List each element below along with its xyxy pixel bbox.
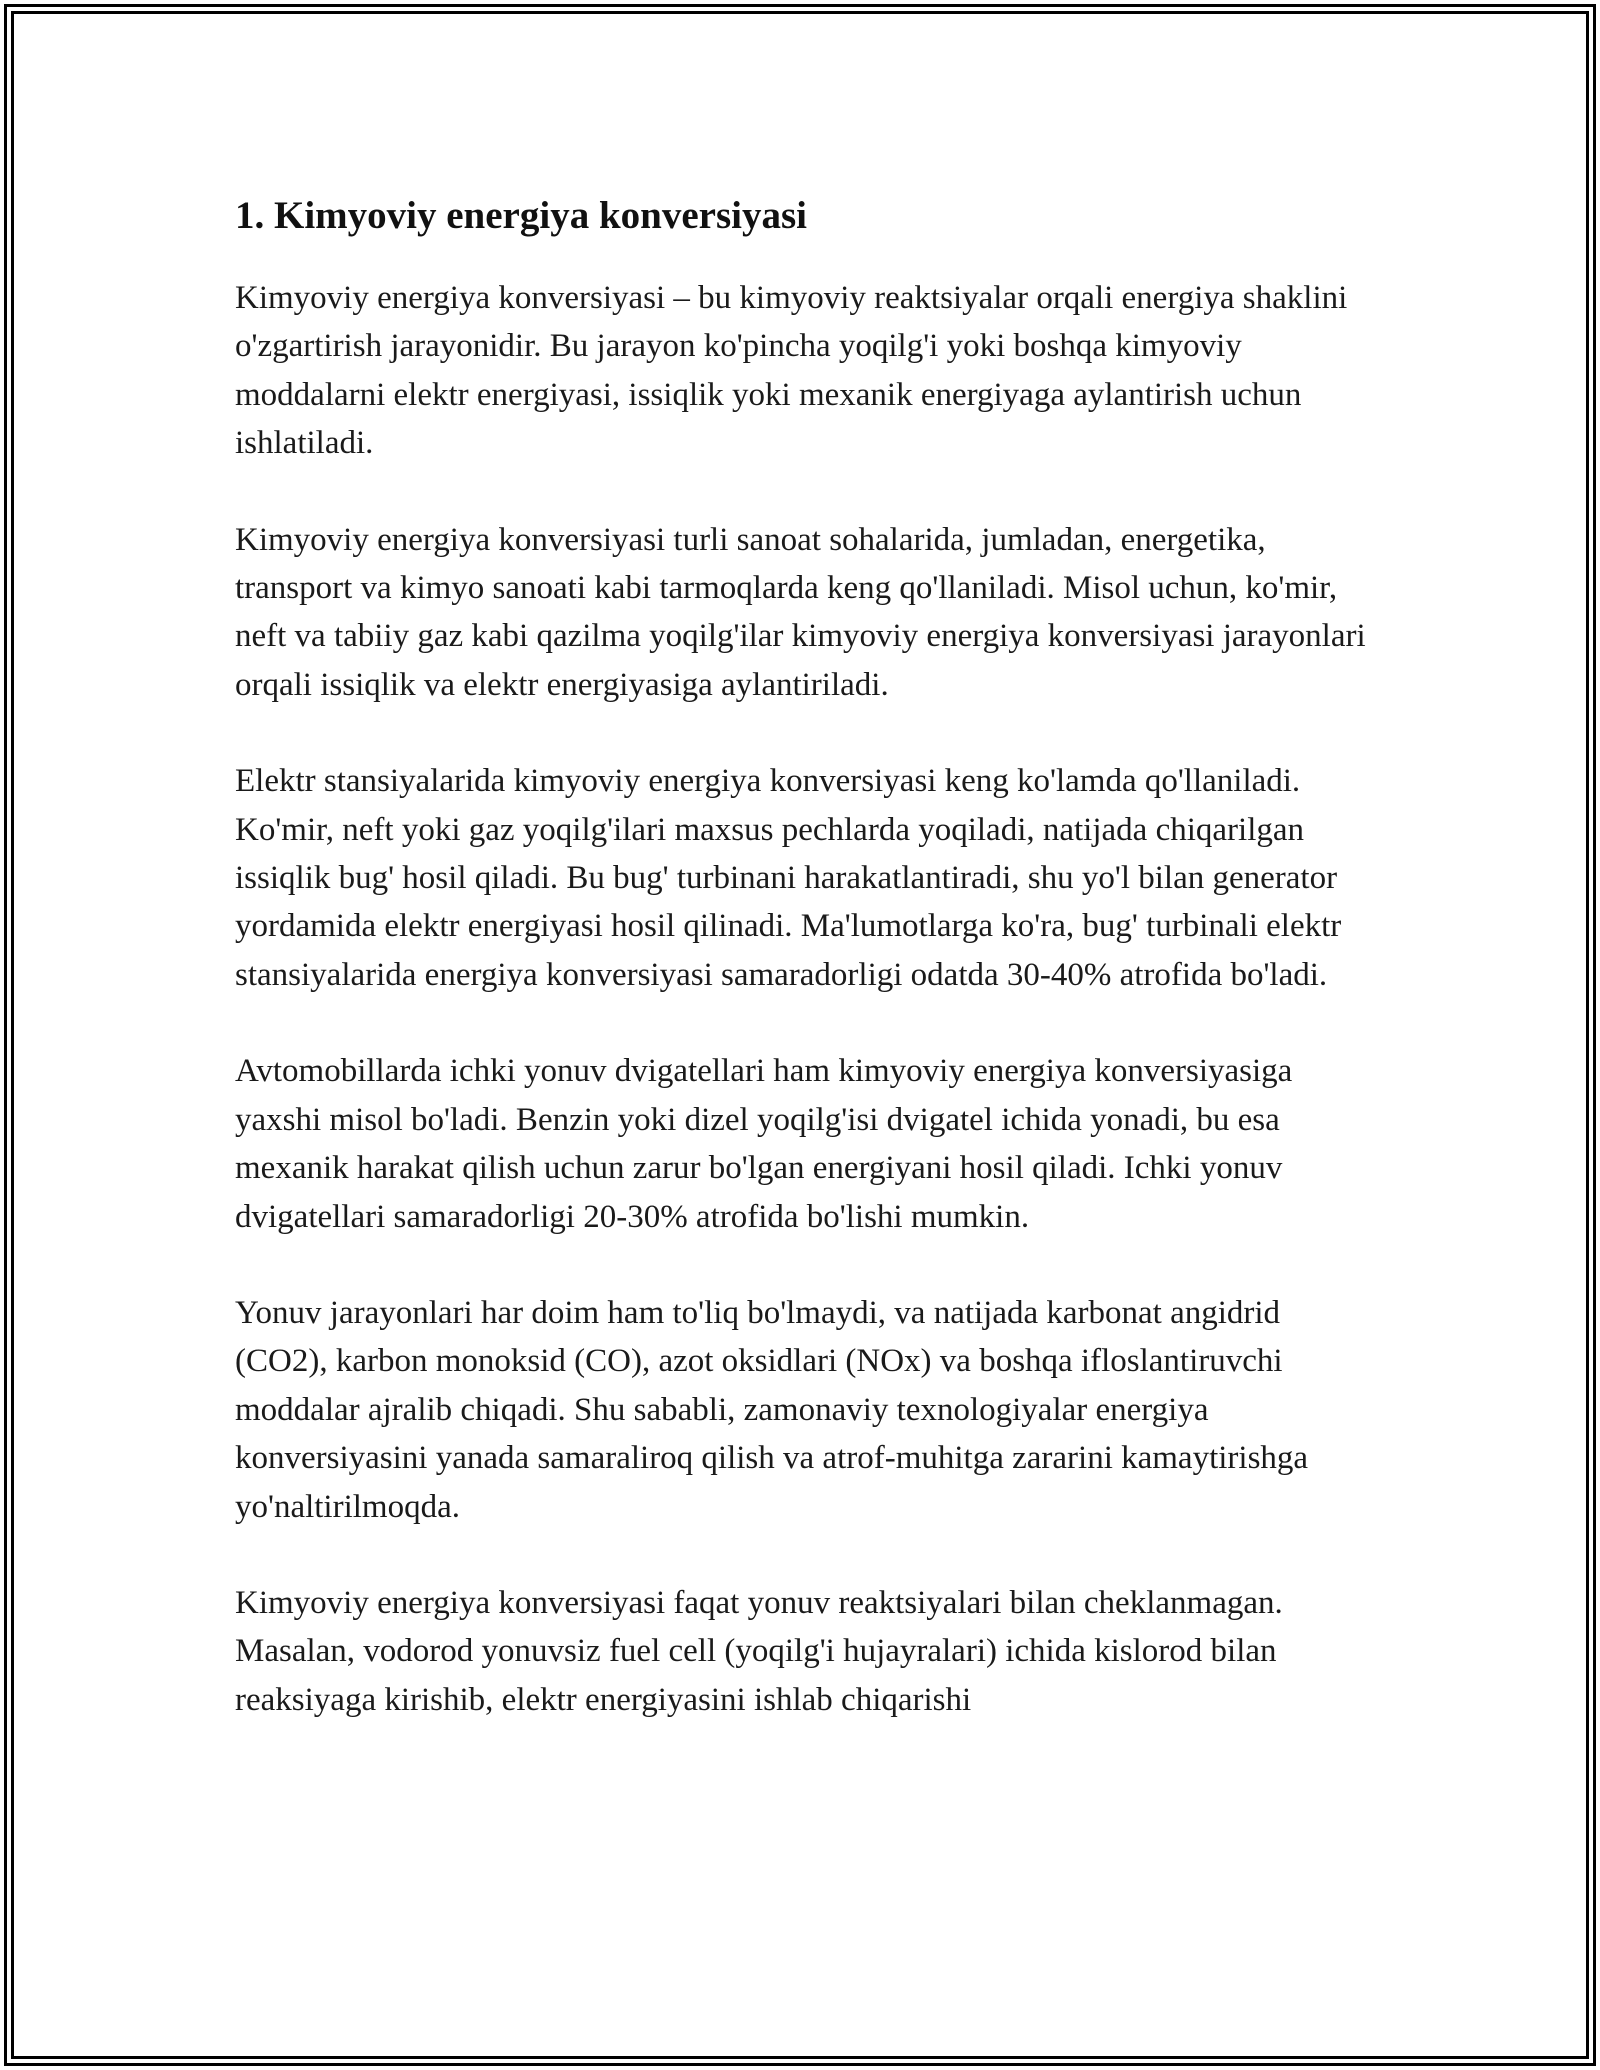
section-heading: 1. Kimyoviy energiya konversiyasi <box>235 194 807 237</box>
document-body <box>235 180 1375 1772</box>
paragraph-3: Elektr stansiyalarida kimyoviy energiya konversiyasi keng ko'lamda qo'llaniladi. Ko'mir, neft yoki gaz yoqilg'ilari maxsus pechlarda yoqiladi, natijada chiqarilgan issiqlik bug' hosil qiladi. Bu bug' turbinani harakatlantiradi, shu yo'l bilan generator yordamida elektr energiyasi hosil qilinadi. Ma'lumotlarga ko'ra, bug' turbinali elektr stansiyalarida energiya konversiyasi samaradorligi odatda 30-40% atrofida bo'ladi. <box>235 763 1342 993</box>
paragraph-5: Yonuv jarayonlari har doim ham to'liq bo'lmaydi, va natijada karbonat angidrid (CO2), karbon monoksid (CO), azot oksidlari (NOx) va boshqa ifloslantiruvchi moddalar ajralib chiqadi. Shu sababli, zamonaviy texnologiyalar energiya konversiyasini yanada samaraliroq qilish va atrof-muhitga zararini kamaytirishga yo'naltirilmoqda. <box>235 1294 1309 1525</box>
paragraph-2: Kimyoviy energiya konversiyasi turli sanoat sohalarida, jumladan, energetika, transport va kimyo sanoati kabi tarmoqlarda keng qo'llaniladi. Misol uchun, ko'mir, neft va tabiiy gaz kabi qazilma yoqilg'ilar kimyoviy energiya konversiyasi jarayonlari orqali issiqlik va elektr energiyasiga aylantiriladi. <box>235 521 1366 703</box>
paragraph-6: Kimyoviy energiya konversiyasi faqat yonuv reaktsiyalari bilan cheklanmagan. Masalan, vodorod yonuvsiz fuel cell (yoqilg'i hujayralari) ichida kislorod bilan reaksiyaga kirishib, elektr energiyasini ishlab chiqarishi <box>235 1584 1283 1718</box>
paragraph-4: Avtomobillarda ichki yonuv dvigatellari ham kimyoviy energiya konversiyasiga yaxshi misol bo'ladi. Benzin yoki dizel yoqilg'isi dvigatel ichida yonadi, bu esa mexanik harakat qilish uchun zarur bo'lgan energiyani hosil qiladi. Ichki yonuv dvigatellari samaradorligi 20-30% atrofida bo'lishi mumkin. <box>235 1053 1293 1235</box>
paragraph-1: Kimyoviy energiya konversiyasi – bu kimyoviy reaktsiyalar orqali energiya shaklini o'zgartirish jarayonidir. Bu jarayon ko'pincha yoqilg'i yoki boshqa kimyoviy moddalarni elektr energiyasi, issiqlik yoki mexanik energiyaga aylantirish uchun ishlatiladi. <box>235 280 1348 462</box>
